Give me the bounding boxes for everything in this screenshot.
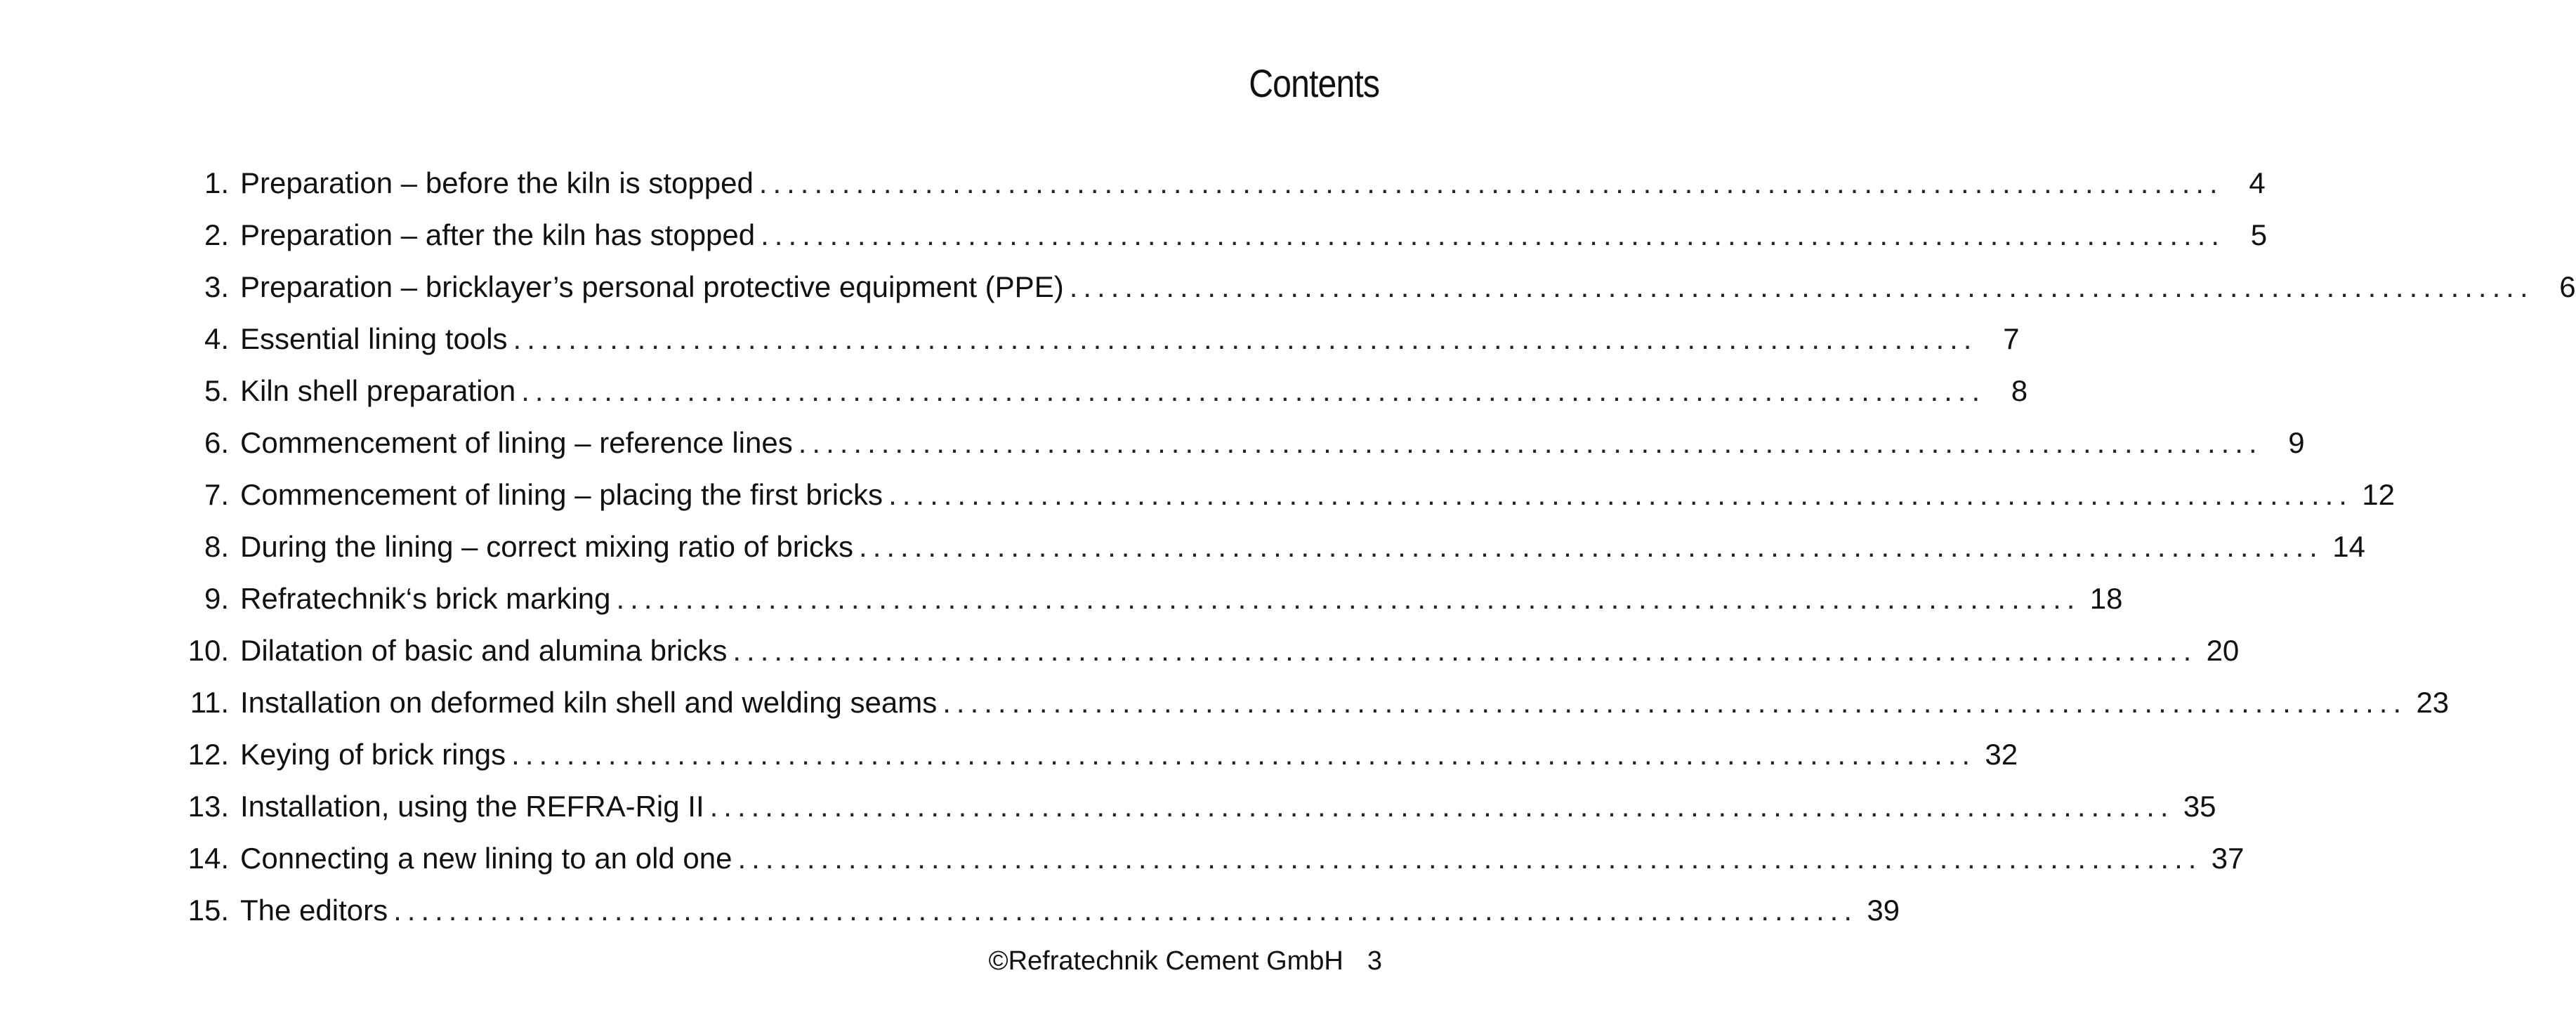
toc-entry-page: 9 xyxy=(2288,426,2305,459)
toc-entry-title: Kiln shell preparation xyxy=(240,374,516,407)
toc-entry-page: 4 xyxy=(2249,166,2266,199)
toc-entry[interactable] xyxy=(183,573,2123,625)
toc-entry[interactable] xyxy=(183,677,2450,729)
toc-entry-title: Installation, using the REFRA-Rig II xyxy=(240,790,704,823)
dot-leader: .......................................................................................................... xyxy=(513,322,1978,355)
dot-leader: .......................................................................................................... xyxy=(732,634,2197,667)
toc-entry-page: 12 xyxy=(2362,478,2395,511)
toc-entry-page: 23 xyxy=(2416,686,2450,719)
dot-leader: .......................................................................................................... xyxy=(859,530,2323,563)
toc-entry-page: 35 xyxy=(2183,790,2216,823)
toc-entry-number: 1. xyxy=(204,166,229,199)
toc-entry-number: 12. xyxy=(188,738,229,771)
toc-entry-title: Commencement of lining – placing the first bricks xyxy=(240,478,883,511)
toc-entry-number: 5. xyxy=(204,374,229,407)
toc-entry-title: Preparation – before the kiln is stopped xyxy=(240,166,754,199)
toc-entry-page: 5 xyxy=(2250,218,2268,251)
toc-entry-page: 20 xyxy=(2206,634,2240,667)
toc-entry[interactable] xyxy=(183,781,2216,833)
toc-entry-title: Essential lining tools xyxy=(240,322,508,355)
toc-entry-page: 32 xyxy=(1985,738,2018,771)
toc-entry-title: Installation on deformed kiln shell and welding seams xyxy=(240,686,938,719)
toc-entry-title: Keying of brick rings xyxy=(240,738,506,771)
toc-entry-number: 4. xyxy=(204,322,229,355)
dot-leader: .......................................................................................................... xyxy=(798,426,2263,459)
toc-entry[interactable] xyxy=(183,261,2576,313)
toc-entry-page: 8 xyxy=(2011,374,2028,407)
dot-leader: .......................................................................................................... xyxy=(888,478,2353,511)
dot-leader: .......................................................................................................... xyxy=(616,582,2081,615)
toc-entry-title: Preparation – after the kiln has stopped xyxy=(240,218,756,251)
toc-entry[interactable] xyxy=(183,157,2266,209)
toc-entry-number: 9. xyxy=(204,582,229,615)
toc-entry-title: Connecting a new lining to an old one xyxy=(240,842,732,875)
page-footer xyxy=(989,946,1382,976)
toc-entry-number: 7. xyxy=(204,478,229,511)
toc-entry-title: The editors xyxy=(240,894,388,927)
toc-entry-title: Refratechnik‘s brick marking xyxy=(240,582,611,615)
dot-leader: .......................................................................................................... xyxy=(737,842,2202,875)
toc-entry-page: 39 xyxy=(1867,894,1900,927)
toc-entry-page: 37 xyxy=(2211,842,2245,875)
toc-entry-title: Dilatation of basic and alumina bricks xyxy=(240,634,728,667)
toc-entry[interactable] xyxy=(183,833,2245,885)
toc-entry-number: 10. xyxy=(188,634,229,667)
table-of-contents xyxy=(183,157,2576,936)
page-number: 3 xyxy=(1367,946,1382,976)
toc-entry[interactable] xyxy=(183,469,2395,521)
toc-entry-number: 15. xyxy=(188,894,229,927)
copyright-notice: ©Refratechnik Cement GmbH xyxy=(988,946,1343,976)
toc-entry-number: 13. xyxy=(188,790,229,823)
toc-entry[interactable] xyxy=(183,521,2365,573)
toc-entry[interactable] xyxy=(183,209,2268,261)
toc-entry[interactable] xyxy=(183,313,2020,365)
dot-leader: .......................................................................................................... xyxy=(511,738,1976,771)
toc-entry[interactable] xyxy=(183,417,2305,469)
dot-leader: .......................................................................................................... xyxy=(1069,270,2534,303)
page-title: Contents xyxy=(1249,61,1379,105)
toc-entry-number: 11. xyxy=(190,686,229,719)
toc-entry-page: 14 xyxy=(2332,530,2365,563)
toc-entry[interactable] xyxy=(183,625,2240,677)
toc-entry[interactable] xyxy=(183,885,1900,936)
toc-entry-title: During the lining – correct mixing ratio of bricks xyxy=(240,530,854,563)
dot-leader: .......................................................................................................... xyxy=(761,218,2226,251)
toc-entry-title: Commencement of lining – reference lines xyxy=(240,426,793,459)
toc-entry-title: Preparation – bricklayer’s personal protective equipment (PPE) xyxy=(240,270,1064,303)
toc-entry-number: 8. xyxy=(204,530,229,563)
toc-entry[interactable] xyxy=(183,365,2028,417)
dot-leader: .......................................................................................................... xyxy=(393,894,1858,927)
toc-entry-number: 3. xyxy=(204,270,229,303)
dot-leader: .......................................................................................................... xyxy=(758,166,2223,199)
toc-entry-number: 14. xyxy=(188,842,229,875)
toc-entry-number: 6. xyxy=(204,426,229,459)
toc-entry-page: 18 xyxy=(2089,582,2123,615)
toc-entry-page: 7 xyxy=(2003,322,2020,355)
dot-leader: .......................................................................................................... xyxy=(942,686,2407,719)
toc-entry-page: 6 xyxy=(2559,270,2576,303)
toc-entry[interactable] xyxy=(183,729,2018,781)
dot-leader: .......................................................................................................... xyxy=(521,374,1986,407)
dot-leader: .......................................................................................................... xyxy=(709,790,2174,823)
toc-entry-number: 2. xyxy=(204,218,229,251)
